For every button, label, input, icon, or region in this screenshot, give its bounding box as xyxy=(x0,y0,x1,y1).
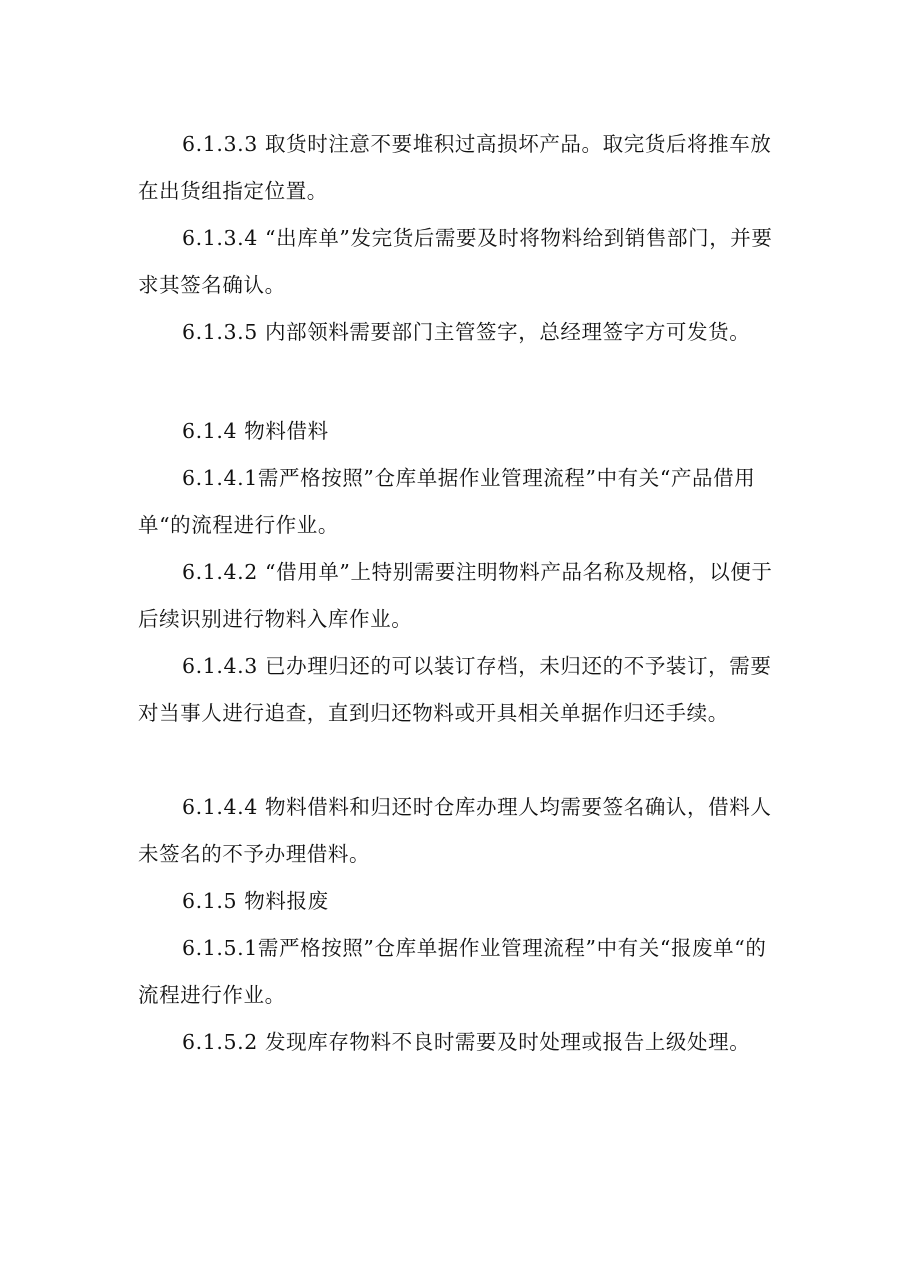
paragraph-6-1-3-3: 6.1.3.3 取货时注意不要堆积过高损坏产品。取完货后将推车放在出货组指定位置。 xyxy=(138,132,772,203)
section-heading-6-1-5: 6.1.5 物料报废 xyxy=(182,889,329,913)
paragraph-6-1-5-2: 6.1.5.2 发现库存物料不良时需要及时处理或报告上级处理。 xyxy=(182,1030,751,1054)
paragraph-6-1-3-4: 6.1.3.4 “出库单”发完货后需要及时将物料给到销售部门，并要求其签名确认。 xyxy=(138,226,773,297)
paragraph-6-1-3-5: 6.1.3.5 内部领料需要部门主管签字，总经理签字方可发货。 xyxy=(182,320,751,344)
paragraph-6-1-4-3: 6.1.4.3 已办理归还的可以装订存档，未归还的不予装订，需要对当事人进行追查，直到归还物料或开具相关单据作归还手续。 xyxy=(138,654,772,725)
paragraph-6-1-5-1: 6.1.5.1需严格按照”仓库单据作业管理流程”中有关“报废单“的流程进行作业。 xyxy=(138,936,767,1007)
section-heading-6-1-4: 6.1.4 物料借料 xyxy=(182,419,329,443)
paragraph-6-1-4-2: 6.1.4.2 “借用单”上特别需要注明物料产品名称及规格，以便于后续识别进行物料入库作业。 xyxy=(138,560,773,631)
paragraph-6-1-4-4: 6.1.4.4 物料借料和归还时仓库办理人均需要签名确认，借料人未签名的不予办理借料。 xyxy=(138,795,772,866)
paragraph-6-1-4-1: 6.1.4.1需严格按照”仓库单据作业管理流程”中有关“产品借用单“的流程进行作业。 xyxy=(138,466,756,537)
